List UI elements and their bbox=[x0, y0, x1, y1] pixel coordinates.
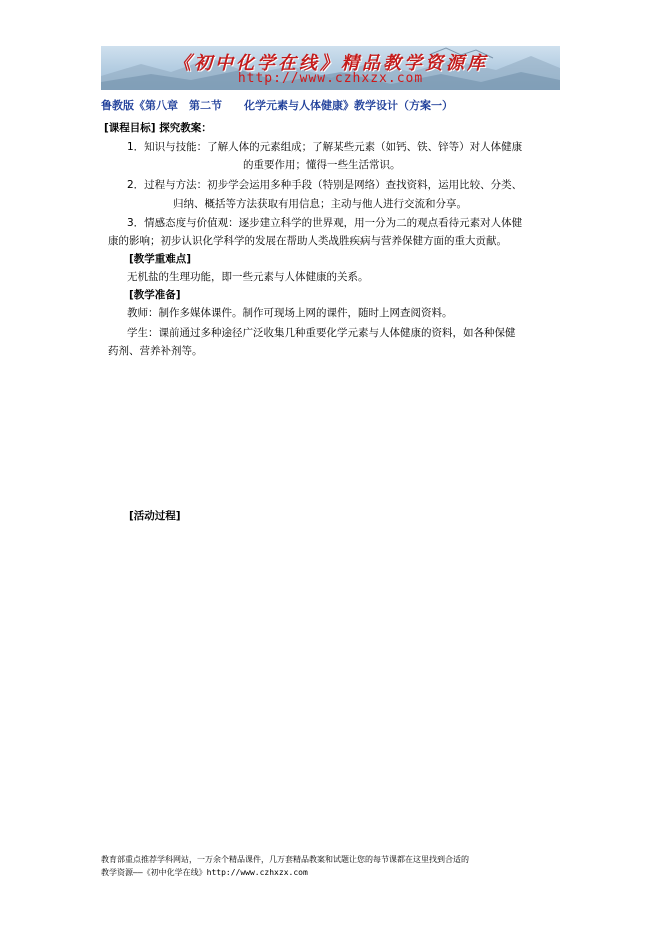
document-title: 鲁教版《第八章 第二节 化学元素与人体健康》教学设计（方案一） bbox=[101, 99, 453, 112]
page-footer bbox=[101, 853, 566, 879]
footer-line-1: 教育部重点推荐学科网站，一万余个精品课件，几万套精品教案和试题让您的每节课都在这里找到合适的 bbox=[101, 855, 469, 864]
preparation-student-line-2: 药剂、营养补剂等。 bbox=[108, 345, 203, 357]
footer-line-2: 教学资源——《初中化学在线》http://www.czhxzx.com bbox=[101, 868, 308, 877]
banner-title: 《初中化学在线》精品教学资源库 bbox=[173, 53, 488, 74]
course-goal-label: [课程目标] bbox=[104, 122, 156, 134]
key-points-text: 无机盐的生理功能，即一些元素与人体健康的关系。 bbox=[127, 271, 369, 283]
goal-2-line-1: 2．过程与方法：初步学会运用多种手段（特别是网络）查找资料，运用比较、分类、 bbox=[127, 179, 523, 191]
key-points-heading: [教学重难点] bbox=[129, 253, 192, 265]
goal-2-line-2: 归纳、概括等方法获取有用信息；主动与他人进行交流和分享。 bbox=[173, 198, 467, 210]
header-banner bbox=[101, 46, 560, 90]
preparation-heading: [教学准备] bbox=[129, 289, 181, 301]
goal-3-line-1: 3．情感态度与价值观：逐步建立科学的世界观，用一分为二的观点看待元素对人体健 bbox=[127, 217, 523, 229]
preparation-student-line-1: 学生：课前通过多种途径广泛收集几种重要化学元素与人体健康的资料，如各种保健 bbox=[127, 327, 516, 339]
banner-url: http://www.czhxzx.com bbox=[237, 71, 424, 86]
course-goal-heading bbox=[104, 121, 212, 135]
goal-1-line-1: 1．知识与技能：了解人体的元素组成；了解某些元素（如钙、铁、锌等）对人体健康 bbox=[127, 141, 523, 153]
goal-3-line-2: 康的影响；初步认识化学科学的发展在帮助人类战胜疾病与营养保健方面的重大贡献。 bbox=[108, 235, 507, 247]
course-goal-subheading: 探究教案： bbox=[159, 122, 212, 134]
activity-heading: [活动过程] bbox=[129, 510, 181, 522]
preparation-teacher: 教师：制作多媒体课件。制作可现场上网的课件，随时上网查阅资料。 bbox=[127, 307, 453, 319]
goal-1-line-2: 的重要作用；懂得一些生活常识。 bbox=[243, 159, 401, 171]
